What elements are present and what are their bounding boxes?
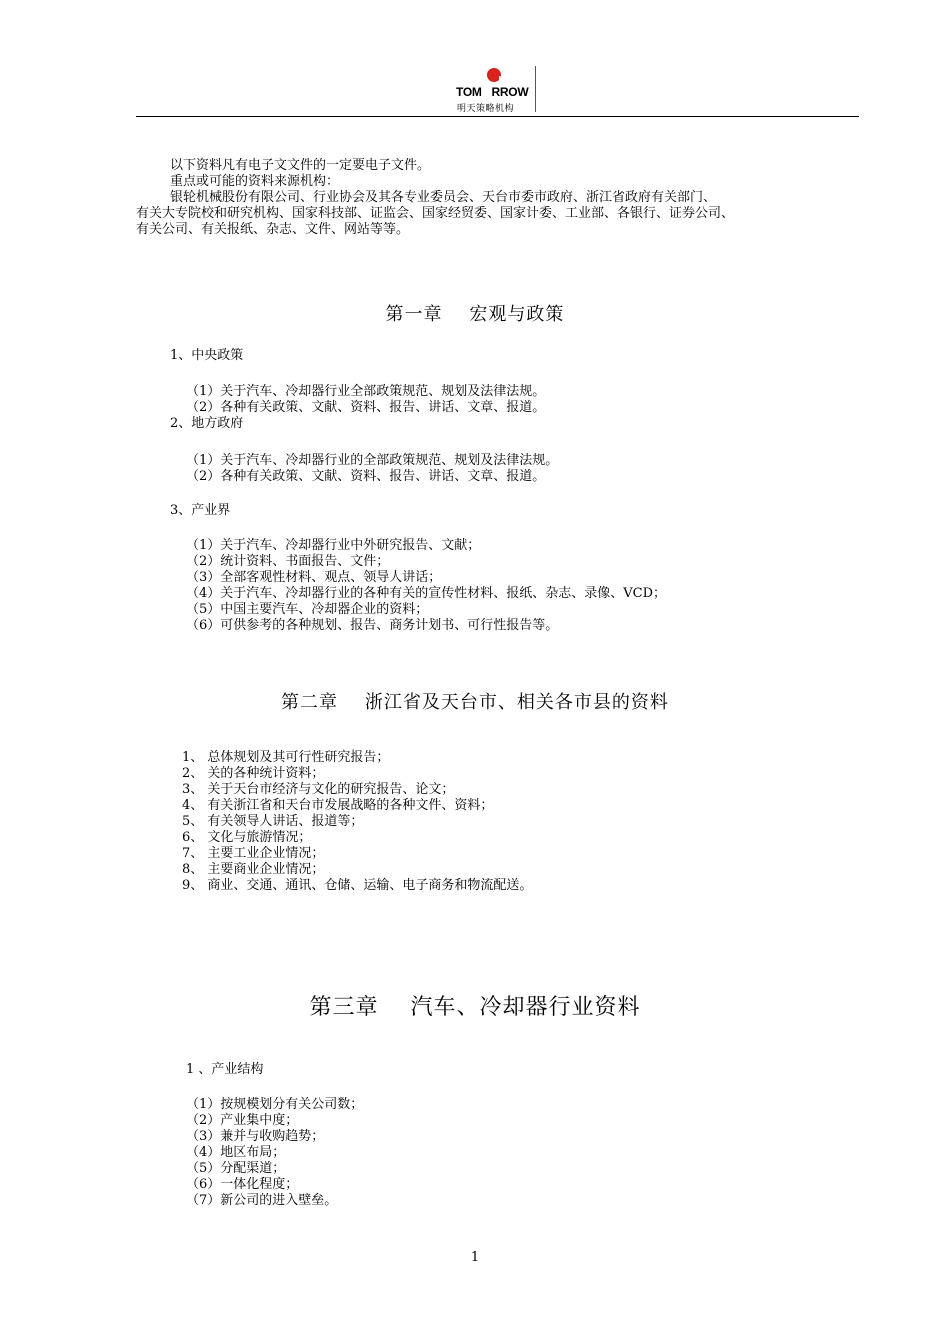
logo-word-left: TOM <box>456 85 482 99</box>
company-logo <box>456 66 540 114</box>
section-heading: 1、中央政策 <box>170 348 244 363</box>
intro-line: 有关公司、有关报纸、杂志、文件、网站等等。 <box>136 222 410 237</box>
list-item: （2）各种有关政策、文献、资料、报告、讲话、文章、报道。 <box>186 400 546 415</box>
intro-line: 以下资料凡有电子文文件的一定要电子文件。 <box>170 158 431 173</box>
list-item: （6）一体化程度； <box>186 1177 299 1192</box>
intro-line: 重点或可能的资料来源机构： <box>170 174 340 189</box>
chapter-2-list <box>182 750 532 894</box>
chapter-1-section-2 <box>170 416 243 432</box>
logo-subtitle: 明天策略机构 <box>457 104 515 114</box>
section-heading: 3、产业界 <box>170 503 231 518</box>
list-item: 5、 有关领导人讲话、报道等； <box>182 814 364 829</box>
list-item: （1）按规模划分有关公司数； <box>186 1097 364 1112</box>
section-heading: 1 、产业结构 <box>186 1062 264 1077</box>
list-item: （5）中国主要汽车、冷却器企业的资料； <box>186 602 429 617</box>
header-rule <box>136 116 859 117</box>
list-item: （1）关于汽车、冷却器行业的全部政策规范、规划及法律法规。 <box>186 453 559 468</box>
list-item: （2）各种有关政策、文献、资料、报告、讲话、文章、报道。 <box>186 469 546 484</box>
list-item: （3）兼并与收购趋势； <box>186 1129 325 1144</box>
list-item: 2、 关的各种统计资料； <box>182 766 325 781</box>
chapter-3-section-1 <box>186 1062 263 1078</box>
chapter-1-section-3-list <box>186 538 666 634</box>
chapter-1-section-1 <box>170 348 243 364</box>
intro-line: 银轮机械股份有限公司、行业协会及其各专业委员会、天台市委市政府、浙江省政府有关部门、 <box>170 190 717 205</box>
chapter-1-section-3 <box>170 503 230 519</box>
chapter-3-title: 第三章 汽车、冷却器行业资料 <box>309 995 641 1020</box>
logo-word-right: RROW <box>491 85 529 99</box>
list-item: 6、 文化与旅游情况； <box>182 830 312 845</box>
list-item: （2）统计资料、书面报告、文件； <box>186 554 390 569</box>
list-item: （6）可供参考的各种规划、报告、商务计划书、可行性报告等。 <box>186 618 559 633</box>
logo-divider <box>535 66 536 112</box>
section-heading: 2、地方政府 <box>170 416 244 431</box>
chapter-1-section-2-list <box>186 453 558 485</box>
logo-wordmark <box>456 85 528 99</box>
list-item: 9、 商业、交通、通讯、仓储、运输、电子商务和物流配送。 <box>182 878 533 893</box>
list-item: （1）关于汽车、冷却器行业中外研究报告、文献； <box>186 538 481 553</box>
list-item: 8、 主要商业企业情况； <box>182 862 325 877</box>
list-item: 7、 主要工业企业情况； <box>182 846 325 861</box>
list-item: 3、 关于天台市经济与文化的研究报告、论文； <box>182 782 455 797</box>
chapter-2-title: 第二章 浙江省及天台市、相关各市县的资料 <box>281 692 669 713</box>
list-item: （3）全部客观性材料、观点、领导人讲话； <box>186 570 442 585</box>
list-item: （5）分配渠道； <box>186 1161 286 1176</box>
chapter-1-title: 第一章 宏观与政策 <box>385 304 565 325</box>
list-item: （2）产业集中度； <box>186 1113 299 1128</box>
list-item: （1）关于汽车、冷却器行业全部政策规范、规划及法律法规。 <box>186 384 546 399</box>
intro-line: 有关大专院校和研究机构、国家科技部、证监会、国家经贸委、国家计委、工业部、各银行、证券公司、 <box>136 206 735 221</box>
list-item: （7）新公司的进入壁垒。 <box>186 1193 338 1208</box>
chapter-1-section-1-list <box>186 384 545 416</box>
list-item: （4）关于汽车、冷却器行业的各种有关的宣传性材料、报纸、杂志、录像、VCD； <box>186 586 667 601</box>
chapter-3-section-1-list <box>186 1097 363 1209</box>
list-item: （4）地区布局； <box>186 1145 286 1160</box>
page-number: 1 <box>470 1250 480 1265</box>
list-item: 1、 总体规划及其可行性研究报告； <box>182 750 390 765</box>
list-item: 4、 有关浙江省和天台市发展战略的各种文件、资料； <box>182 798 494 813</box>
intro-block <box>136 158 734 238</box>
